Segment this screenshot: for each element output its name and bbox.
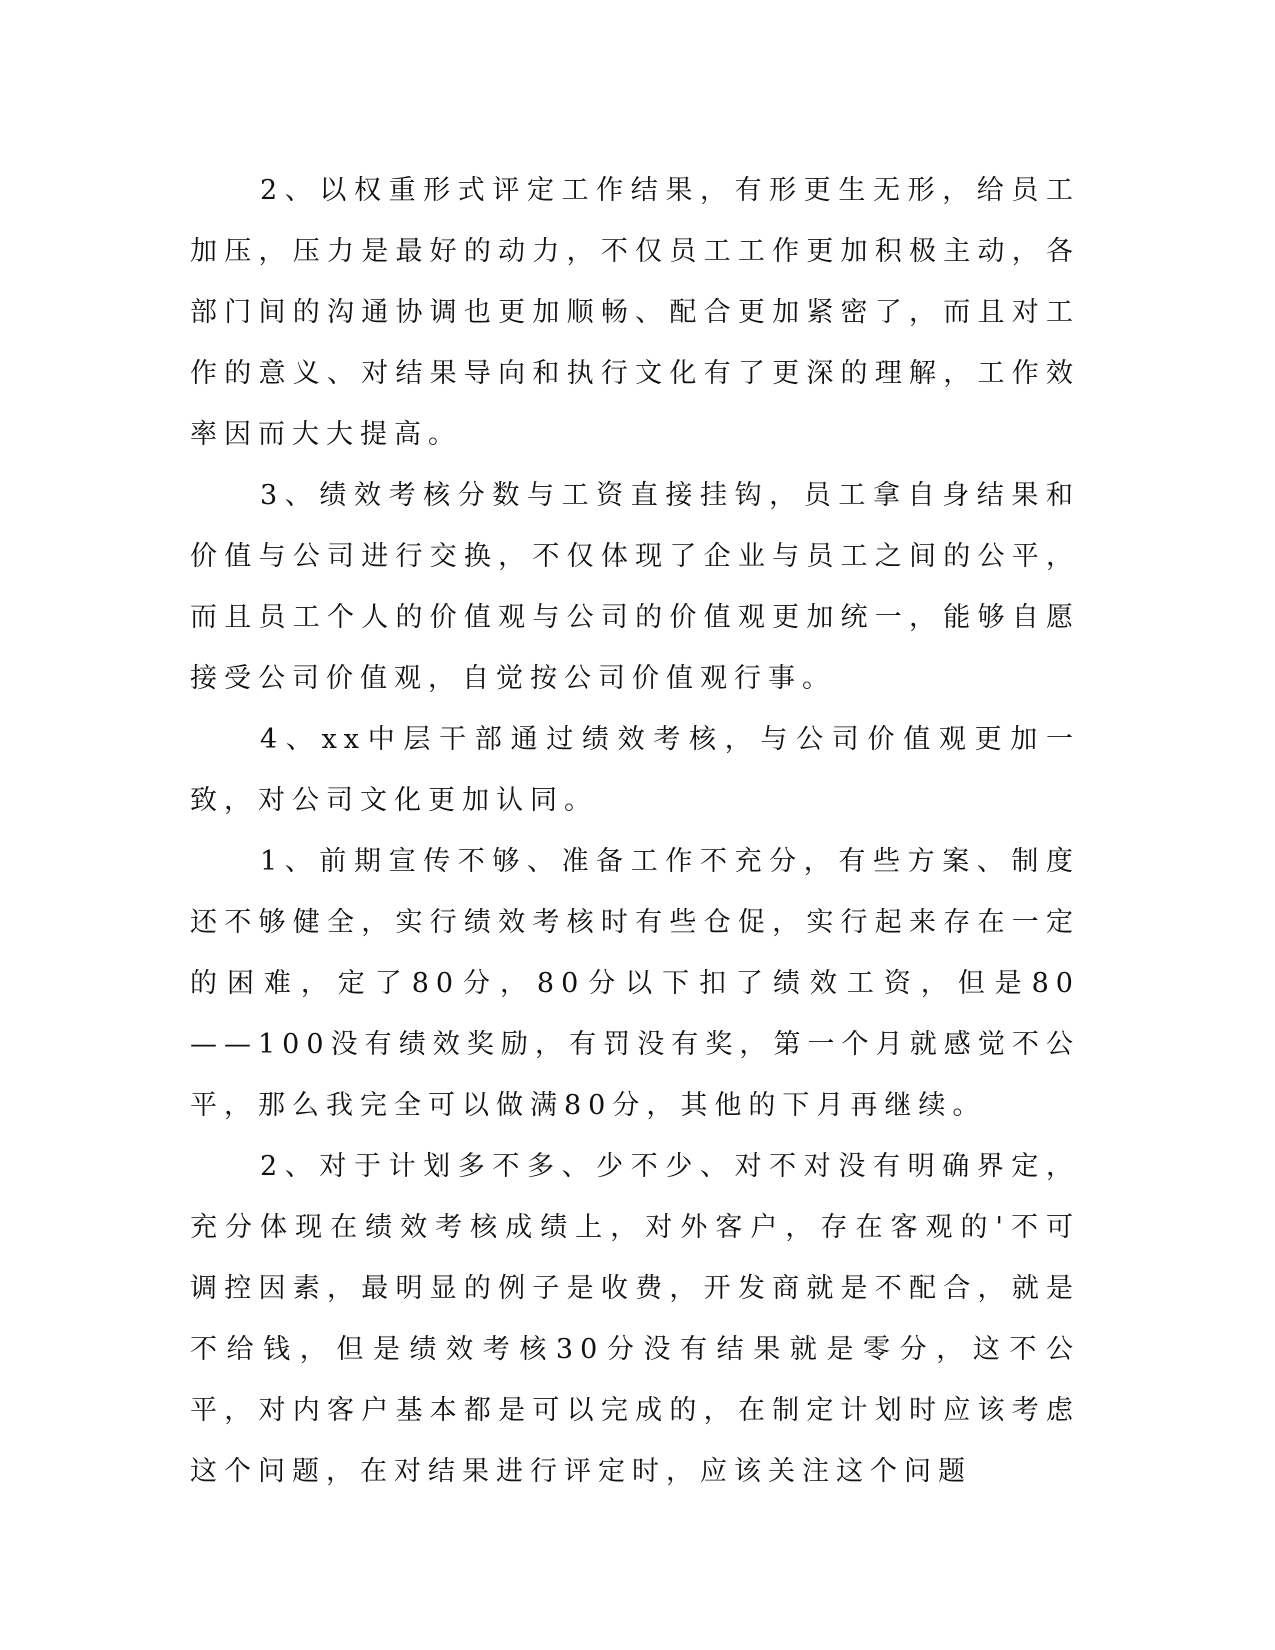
paragraph-middle-managers: 4、xx中层干部通过绩效考核，与公司价值观更加一致，对公司文化更加认同。 bbox=[190, 724, 1080, 816]
paragraph-insufficient-preparation: 1、前期宣传不够、准备工作不充分，有些方案、制度还不够健全，实行绩效考核时有些仓促，实行起来存在一定的困难，定了80分，80分以下扣了绩效工资，但是80——100没有绩效奖励，有罚没有奖，第一个月就感觉不公平，那么我完全可以做满80分，其他的下月再继续。 bbox=[190, 846, 1080, 1121]
paragraph-plan-definition: 2、对于计划多不多、少不少、对不对没有明确界定，充分体现在绩效考核成绩上，对外客户，存在客观的'不可调控因素，最明显的例子是收费，开发商就是不配合，就是不给钱，但是绩效考核30分没有结果就是零分，这不公平，对内客户基本都是可以完成的，在制定计划时应该考虑这个问题，在对结果进行评定时，应该关注这个问题 bbox=[190, 1151, 1080, 1487]
document-body bbox=[190, 160, 1080, 1502]
paragraph-salary-link: 3、绩效考核分数与工资直接挂钩，员工拿自身结果和价值与公司进行交换，不仅体现了企业与员工之间的公平，而且员工个人的价值观与公司的价值观更加统一，能够自愿接受公司价值观，自觉按公司价值观行事。 bbox=[190, 480, 1080, 694]
paragraph-weighted-evaluation: 2、以权重形式评定工作结果，有形更生无形，给员工加压，压力是最好的动力，不仅员工工作更加积极主动，各部门间的沟通协调也更加顺畅、配合更加紧密了，而且对工作的意义、对结果导向和执行文化有了更深的理解，工作效率因而大大提高。 bbox=[190, 175, 1080, 450]
